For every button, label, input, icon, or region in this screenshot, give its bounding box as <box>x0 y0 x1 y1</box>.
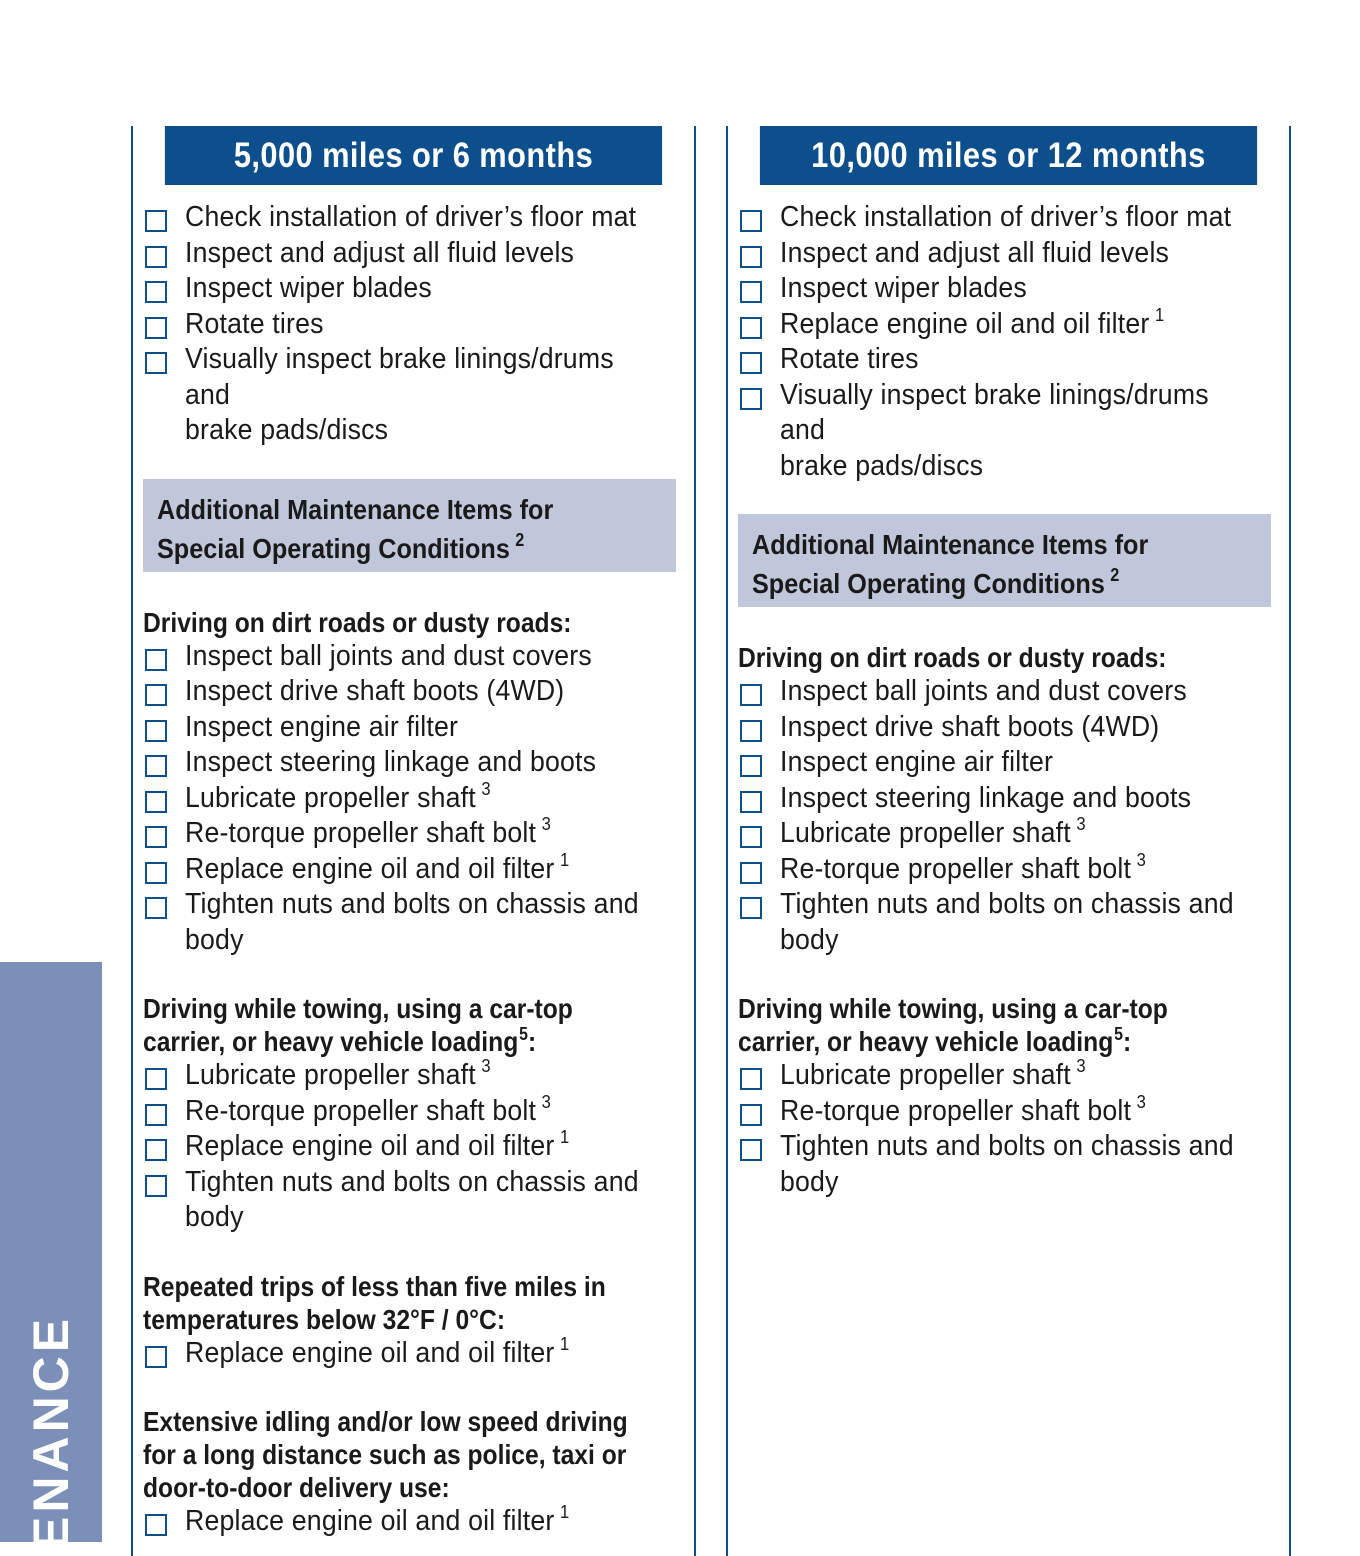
checklist-item: Re-torque propeller shaft bolt $^3$ <box>738 852 1281 888</box>
checkbox[interactable] <box>145 1346 167 1368</box>
checklist-item: Inspect drive shaft boots (4WD) <box>143 674 686 710</box>
checklist-item: Replace engine oil and oil filter $^1$ <box>738 307 1281 343</box>
checkbox[interactable] <box>145 281 167 303</box>
checkbox[interactable] <box>145 210 167 232</box>
special-conditions-box <box>143 479 676 572</box>
checkbox[interactable] <box>145 1175 167 1197</box>
checklist-item: Inspect wiper blades <box>143 271 686 307</box>
checkbox[interactable] <box>740 281 762 303</box>
checkbox[interactable] <box>145 1104 167 1126</box>
checkbox[interactable] <box>145 720 167 742</box>
checkbox[interactable] <box>740 755 762 777</box>
checklist-item: Replace engine oil and oil filter $^1$ <box>143 1129 686 1165</box>
checklist-item: Inspect wiper blades <box>738 271 1281 307</box>
footnote-ref: 1 <box>559 1333 570 1354</box>
column-title: 5,000 miles or 6 months <box>165 126 662 185</box>
checkbox[interactable] <box>740 826 762 848</box>
schedule-column-10000 <box>726 126 1291 1556</box>
footnote-ref: 1 <box>1154 304 1165 325</box>
checkbox[interactable] <box>145 755 167 777</box>
footnote-ref: 3 <box>1136 849 1147 870</box>
checkbox[interactable] <box>740 1068 762 1090</box>
checklist-item: Visually inspect brake linings/drums and brake pads/discs <box>738 378 1281 485</box>
checklist-item: Rotate tires <box>143 307 686 343</box>
checklist-item: Tighten nuts and bolts on chassis and body <box>143 1165 686 1236</box>
footnote-ref: 2 <box>1110 565 1120 585</box>
condition-heading: Driving while towing, using a car-top carrier, or heavy vehicle loading$^5$: <box>738 993 1168 1057</box>
section-side-tab <box>0 962 102 1550</box>
special-line1: Additional Maintenance Items for <box>752 529 1149 560</box>
checkbox[interactable] <box>145 791 167 813</box>
checklist-item: Lubricate propeller shaft $^3$ <box>738 1058 1281 1094</box>
footnote-ref: 1 <box>559 849 570 870</box>
checklist-item: Inspect drive shaft boots (4WD) <box>738 710 1281 746</box>
checkbox[interactable] <box>740 684 762 706</box>
checklist-item: Inspect and adjust all fluid levels <box>143 236 686 272</box>
checkbox[interactable] <box>145 317 167 339</box>
checkbox[interactable] <box>145 352 167 374</box>
checklist-item: Visually inspect brake linings/drums and brake pads/discs <box>143 342 686 449</box>
checkbox[interactable] <box>145 1139 167 1161</box>
footnote-ref: 1 <box>559 1502 570 1522</box>
checkbox[interactable] <box>740 352 762 374</box>
condition-heading: Extensive idling and/or low speed driving for a long distance such as police, taxi or door-to-door delivery use: <box>143 1406 628 1503</box>
special-line1: Additional Maintenance Items for <box>157 493 554 525</box>
checklist-item: Lubricate propeller shaft $^3$ <box>143 781 686 817</box>
checkbox[interactable] <box>145 1514 167 1536</box>
footnote-ref: 2 <box>515 529 525 550</box>
checkbox[interactable] <box>145 649 167 671</box>
checklist-item: Inspect ball joints and dust covers <box>738 674 1281 710</box>
checklist-item: Lubricate propeller shaft $^3$ <box>143 1058 686 1094</box>
checklist-item: Inspect engine air filter <box>143 710 686 746</box>
checklist-item: Inspect ball joints and dust covers <box>143 639 686 675</box>
footnote-ref: 3 <box>541 1091 552 1112</box>
footnote-ref: 5 <box>519 1024 528 1044</box>
special-conditions-box <box>738 514 1271 607</box>
condition-heading: Driving on dirt roads or dusty roads: <box>143 606 572 638</box>
checkbox[interactable] <box>740 210 762 232</box>
checkbox[interactable] <box>145 897 167 919</box>
checkbox[interactable] <box>145 246 167 268</box>
checklist-item: Inspect and adjust all fluid levels <box>738 236 1281 272</box>
checkbox[interactable] <box>145 684 167 706</box>
footnote-ref: 5 <box>1114 1024 1123 1044</box>
checkbox[interactable] <box>740 246 762 268</box>
footnote-ref: 3 <box>481 1056 491 1076</box>
checklist-item: Rotate tires <box>738 342 1281 378</box>
checkbox[interactable] <box>740 897 762 919</box>
side-tab-label: ENANCE <box>23 1314 79 1550</box>
checklist-item: Lubricate propeller shaft $^3$ <box>738 816 1281 852</box>
checkbox[interactable] <box>740 791 762 813</box>
footnote-ref: 3 <box>1076 814 1086 834</box>
footnote-ref: 3 <box>481 778 491 799</box>
checkbox[interactable] <box>740 1104 762 1126</box>
checklist-item: Tighten nuts and bolts on chassis and body <box>738 887 1281 958</box>
checklist-item: Re-torque propeller shaft bolt $^3$ <box>738 1094 1281 1130</box>
checkbox[interactable] <box>740 1139 762 1161</box>
condition-heading: Repeated trips of less than five miles in temperatures below 32°F / 0°C: <box>143 1270 606 1335</box>
schedule-column-5000 <box>131 126 696 1556</box>
column-title: 10,000 miles or 12 months <box>760 126 1257 185</box>
checklist-item: Check installation of driver’s floor mat <box>738 200 1281 236</box>
checkbox[interactable] <box>145 862 167 884</box>
checkbox[interactable] <box>145 1068 167 1090</box>
checklist-item: Re-torque propeller shaft bolt $^3$ <box>143 816 686 852</box>
checklist-item: Inspect engine air filter <box>738 745 1281 781</box>
checkbox[interactable] <box>740 388 762 410</box>
footnote-ref: 3 <box>1136 1091 1147 1112</box>
checklist-item: Inspect steering linkage and boots <box>738 781 1281 817</box>
footnote-ref: 1 <box>559 1127 570 1147</box>
checklist-item: Check installation of driver’s floor mat <box>143 200 686 236</box>
checkbox[interactable] <box>740 862 762 884</box>
checklist-item: Replace engine oil and oil filter $^1$ <box>143 1336 686 1372</box>
checklist-item: Re-torque propeller shaft bolt $^3$ <box>143 1094 686 1130</box>
checklist-item: Inspect steering linkage and boots <box>143 745 686 781</box>
checklist-item: Replace engine oil and oil filter $^1$ <box>143 1504 686 1540</box>
checklist-item: Tighten nuts and bolts on chassis and body <box>143 887 686 958</box>
footnote-ref: 3 <box>541 814 552 834</box>
special-line2: Special Operating Conditions <box>157 532 510 564</box>
checkbox[interactable] <box>740 317 762 339</box>
checkbox[interactable] <box>145 826 167 848</box>
checkbox[interactable] <box>740 720 762 742</box>
footnote-ref: 3 <box>1076 1056 1086 1076</box>
checklist-item: Replace engine oil and oil filter $^1$ <box>143 852 686 888</box>
condition-heading: Driving while towing, using a car-top carrier, or heavy vehicle loading$^5$: <box>143 993 573 1057</box>
condition-heading: Driving on dirt roads or dusty roads: <box>738 642 1167 673</box>
special-line2: Special Operating Conditions <box>752 568 1105 599</box>
checklist-item: Tighten nuts and bolts on chassis and body <box>738 1129 1281 1200</box>
